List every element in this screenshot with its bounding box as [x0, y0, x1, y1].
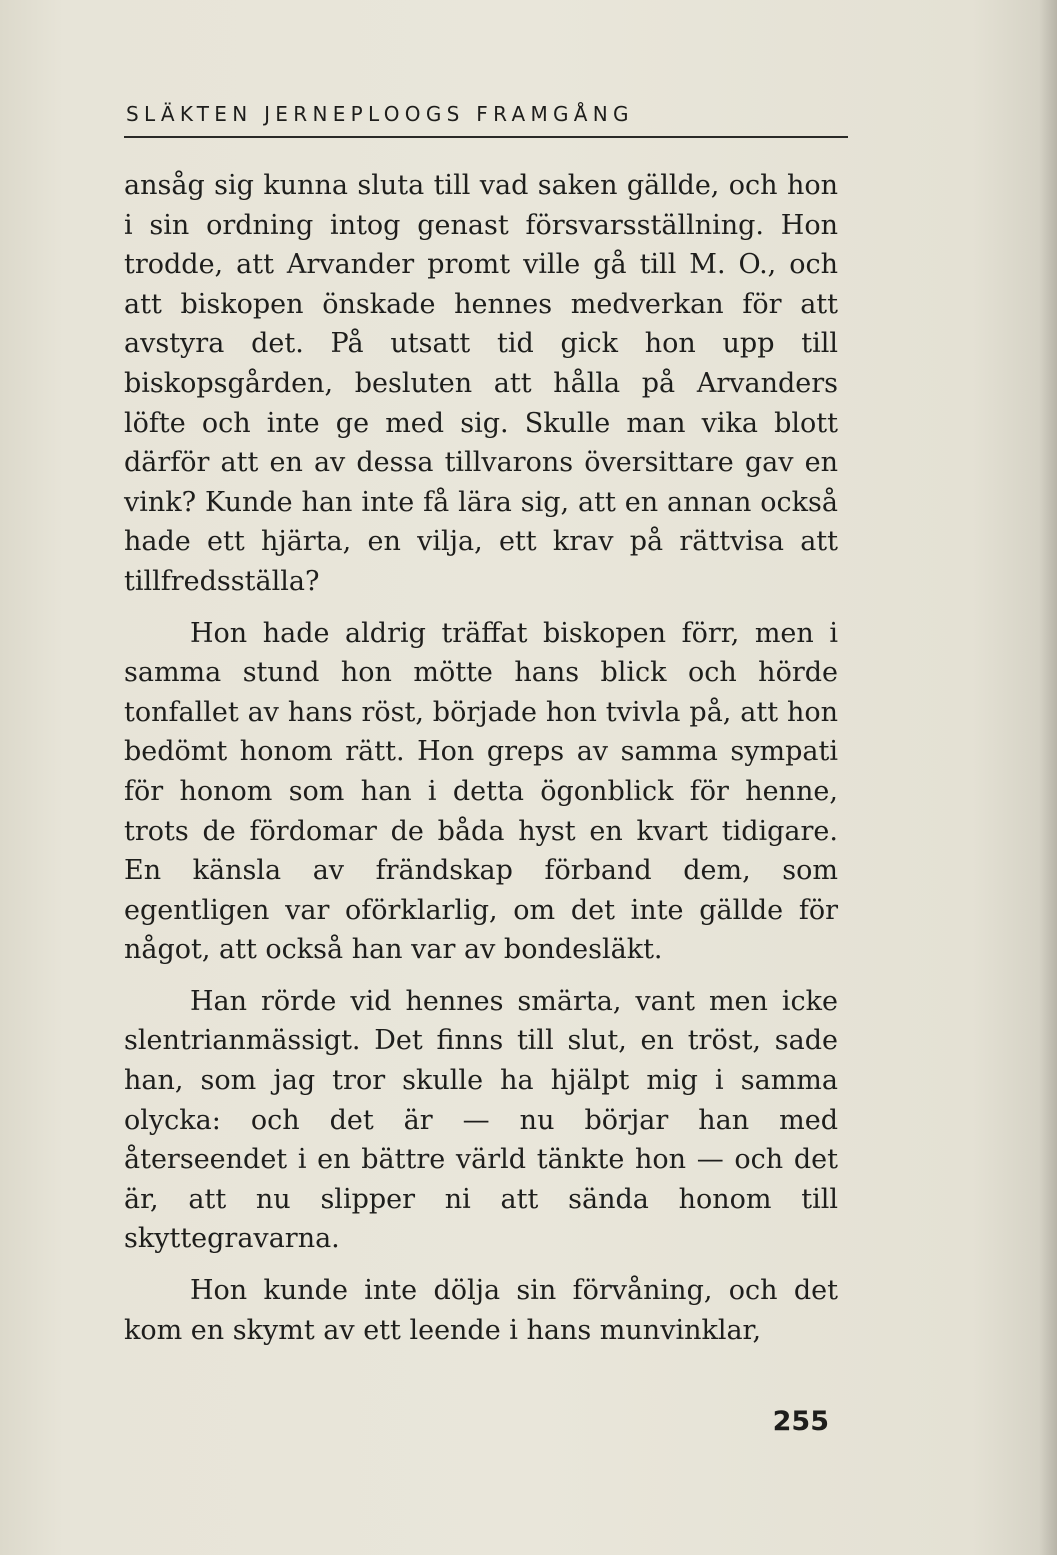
page-edge-shadow	[1039, 0, 1057, 1555]
paragraph-4: Hon kunde inte dölja sin förvåning, och det kom en skymt av ett leende i hans munvinklar,	[124, 1275, 838, 1346]
body-text	[124, 166, 838, 1350]
paragraph-1: ansåg sig kunna sluta till vad saken gällde, och hon i sin ordning intog genast försvarsställning. Hon trodde, att Arvander promt ville gå till M. O., och att biskopen önskade hennes medverkan för att avstyra det. På utsatt tid gick hon upp till biskopsgården, besluten att hålla på Arvanders löfte och inte ge med sig. Skulle man vika blott därför att en av dessa tillvarons översittare gav en vink? Kunde han inte få lära sig, att en annan också hade ett hjärta, en vilja, ett krav på rättvisa att tillfredsställa?	[124, 170, 838, 597]
paragraph-3: Han rörde vid hennes smärta, vant men icke slentrianmässigt. Det finns till slut, en tröst, sade han, som jag tror skulle ha hjälpt mig i samma olycka: och det är — nu börjar han med återseendet i en bättre värld tänkte hon — och det är, att nu slipper ni att sända honom till skyttegravarna.	[124, 985, 838, 1255]
running-head: SLÄKTEN JERNEPLOOGS FRAMGÅNG	[126, 102, 634, 126]
header-rule	[124, 136, 848, 138]
paragraph-2: Hon hade aldrig träffat biskopen förr, men i samma stund hon mötte hans blick och hörde tonfallet av hans röst, började hon tvivla på, att hon bedömt honom rätt. Hon greps av samma sympati för honom som han i detta ögonblick för henne, trots de fördomar de båda hyst en kvart tidigare. En känsla av frändskap förband dem, som egentligen var oförklarlig, om det inte gällde för något, att också han var av bondesläkt.	[124, 617, 838, 966]
page-number: 255	[772, 1406, 829, 1437]
